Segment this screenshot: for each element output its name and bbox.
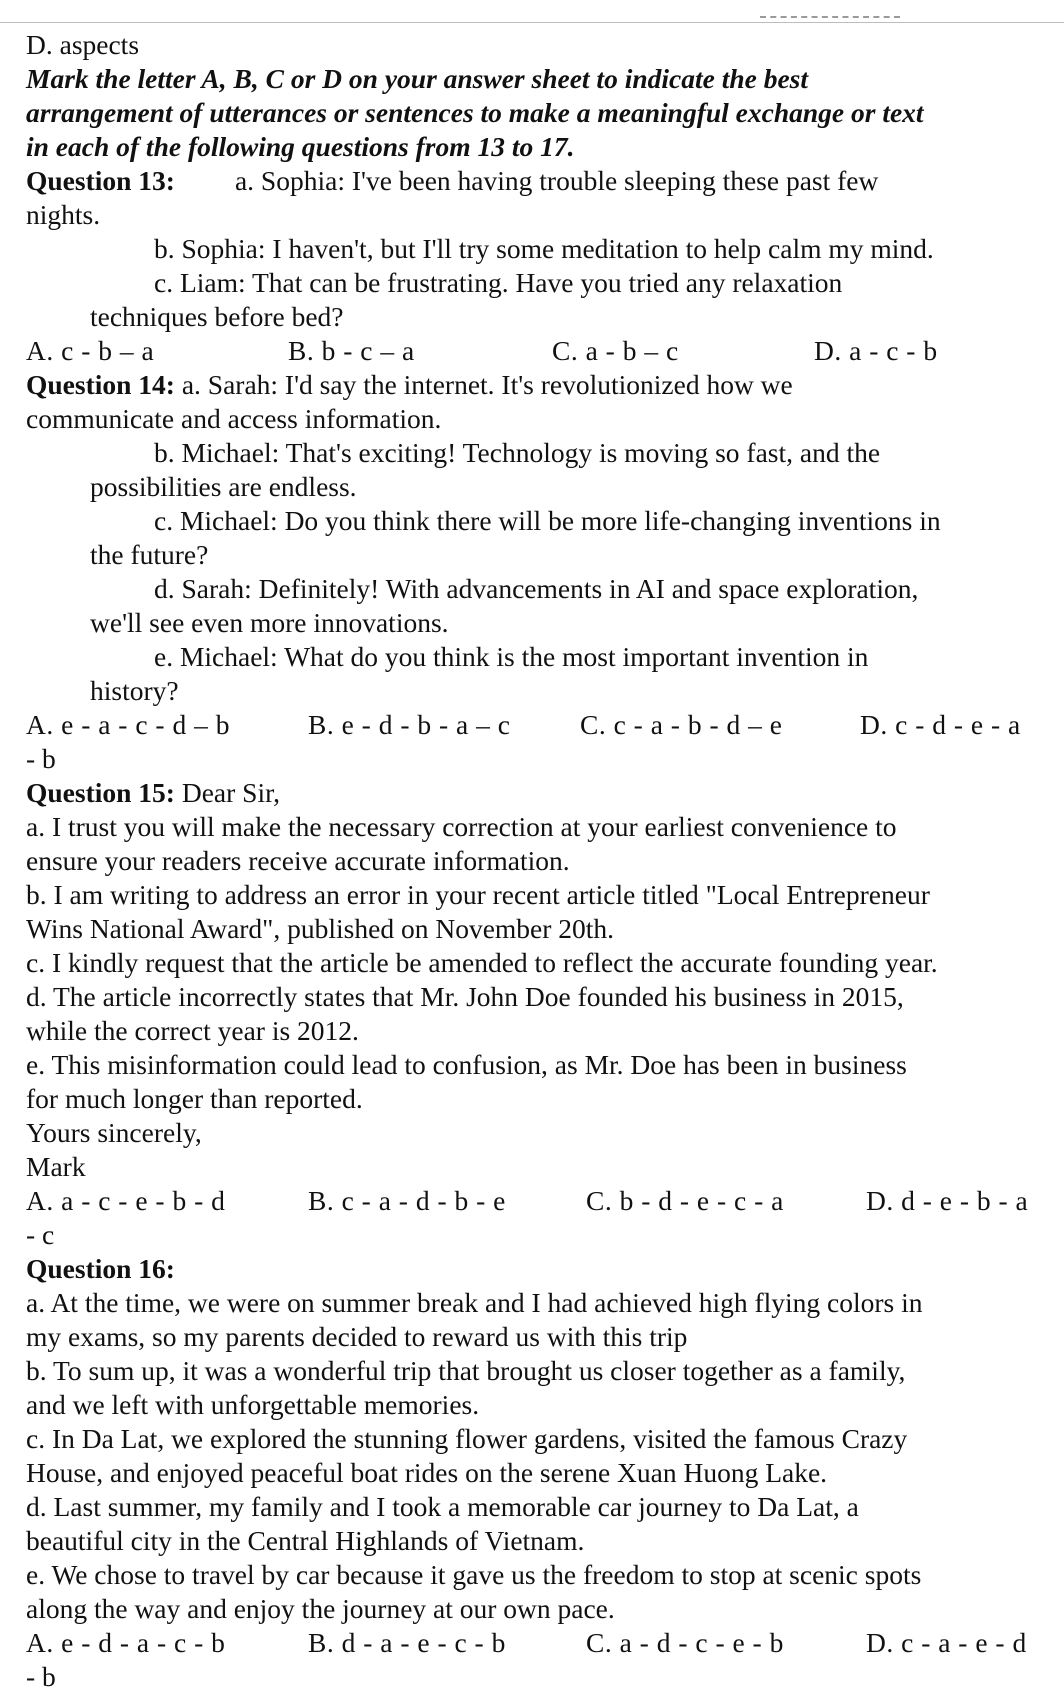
question-14-options [26,708,1046,742]
question-13-line: techniques before bed? [90,301,344,332]
option-d[interactable]: D. d - e - b - a [866,1185,1029,1216]
option-d[interactable]: D. c - d - e - a [860,709,1021,740]
top-dashes [760,16,900,20]
question-16-line: along the way and enjoy the journey at our own pace. [26,1593,615,1624]
question-13-label: Question 13: [26,165,175,196]
question-13-line-a: a. Sophia: I've been having trouble sleeping these past few [234,165,879,196]
option-c[interactable]: C. a - b – c [552,335,679,366]
question-13-options [26,334,1046,368]
option-b[interactable]: B. e - d - b - a – c [308,709,511,740]
question-14-line-b: b. Michael: That's exciting! Technology is moving so fast, and the [154,437,881,468]
question-14-line-a: a. Sarah: I'd say the internet. It's revolutionized how we [174,369,793,400]
question-15-line-e: e. This misinformation could lead to confusion, as Mr. Doe has been in business [26,1049,907,1080]
question-13-line: nights. [26,199,101,230]
question-16-line-e: e. We chose to travel by car because it gave us the freedom to stop at scenic spots [26,1559,922,1590]
option-c[interactable]: C. b - d - e - c - a [586,1185,784,1216]
worksheet [26,28,1046,1694]
question-14-label: Question 14: [26,369,175,400]
question-15-line-b: b. I am writing to address an error in your recent article titled "Local Entrepreneur [26,879,930,910]
option-a[interactable]: A. e - d - a - c - b [26,1627,226,1658]
previous-option: D. aspects [26,29,140,60]
question-15-line-d: d. The article incorrectly states that Mr. John Doe founded his business in 2015, [26,981,904,1012]
question-14-line: communicate and access information. [26,403,442,434]
question-16-options-continued: - b [26,1661,56,1692]
question-16-line-b: b. To sum up, it was a wonderful trip that brought us closer together as a family, [26,1355,906,1386]
question-15-options [26,1184,1046,1218]
question-16-line: beautiful city in the Central Highlands of Vietnam. [26,1525,585,1556]
question-15-line: while the correct year is 2012. [26,1015,359,1046]
question-15-line: for much longer than reported. [26,1083,363,1114]
option-b[interactable]: B. d - a - e - c - b [308,1627,506,1658]
option-c[interactable]: C. c - a - b - d – e [580,709,783,740]
option-b[interactable]: B. b - c – a [288,335,415,366]
question-13-line-b: b. Sophia: I haven't, but I'll try some meditation to help calm my mind. [154,233,934,264]
question-14-line-c: c. Michael: Do you think there will be more life-changing inventions in [154,505,941,536]
question-16-line-d: d. Last summer, my family and I took a memorable car journey to Da Lat, a [26,1491,859,1522]
question-16 [26,1252,1046,1694]
question-15-line-c: c. I kindly request that the article be amended to reflect the accurate founding year. [26,947,938,978]
question-15-label: Question 15: [26,777,175,808]
instruction [26,62,1046,164]
question-16-options [26,1626,1046,1660]
question-14-line: we'll see even more innovations. [90,607,449,638]
option-c[interactable]: C. a - d - c - e - b [586,1627,784,1658]
question-14-line-e: e. Michael: What do you think is the most important invention in [154,641,869,672]
option-a[interactable]: A. a - c - e - b - d [26,1185,226,1216]
question-16-line: and we left with unforgettable memories. [26,1389,480,1420]
question-13 [26,164,1046,368]
question-14-options-continued: - b [26,743,56,774]
question-15 [26,776,1046,1252]
question-14-line: the future? [90,539,209,570]
instruction-line: in each of the following questions from 13 to 17. [26,131,575,162]
question-16-line-a: a. At the time, we were on summer break and I had achieved high flying colors in [26,1287,923,1318]
question-15-line: ensure your readers receive accurate information. [26,845,570,876]
question-15-line-a: a. I trust you will make the necessary correction at your earliest convenience to [26,811,897,842]
question-16-line-c: c. In Da Lat, we explored the stunning flower gardens, visited the famous Crazy [26,1423,908,1454]
question-15-line: Wins National Award", published on November 20th. [26,913,615,944]
question-15-closing: Yours sincerely, [26,1117,202,1148]
question-15-options-continued: - c [26,1219,55,1250]
option-b[interactable]: B. c - a - d - b - e [308,1185,506,1216]
question-16-label: Question 16: [26,1253,175,1284]
question-15-greeting: Dear Sir, [174,777,281,808]
option-a[interactable]: A. e - a - c - d – b [26,709,230,740]
question-14-line: history? [90,675,179,706]
question-14-line: possibilities are endless. [90,471,357,502]
option-d[interactable]: D. a - c - b [814,335,938,366]
question-16-line: my exams, so my parents decided to reward us with this trip [26,1321,688,1352]
question-14-line-d: d. Sarah: Definitely! With advancements in AI and space exploration, [154,573,919,604]
question-13-line-c: c. Liam: That can be frustrating. Have you tried any relaxation [154,267,843,298]
instruction-line: arrangement of utterances or sentences to make a meaningful exchange or text [26,97,924,128]
option-a[interactable]: A. c - b – a [26,335,155,366]
page-top-rule [0,22,1064,23]
question-16-line: House, and enjoyed peaceful boat rides on the serene Xuan Huong Lake. [26,1457,828,1488]
question-14 [26,368,1046,776]
instruction-line: Mark the letter A, B, C or D on your answer sheet to indicate the best [26,63,809,94]
option-d[interactable]: D. c - a - e - d [866,1627,1027,1658]
question-15-signature: Mark [26,1151,86,1182]
